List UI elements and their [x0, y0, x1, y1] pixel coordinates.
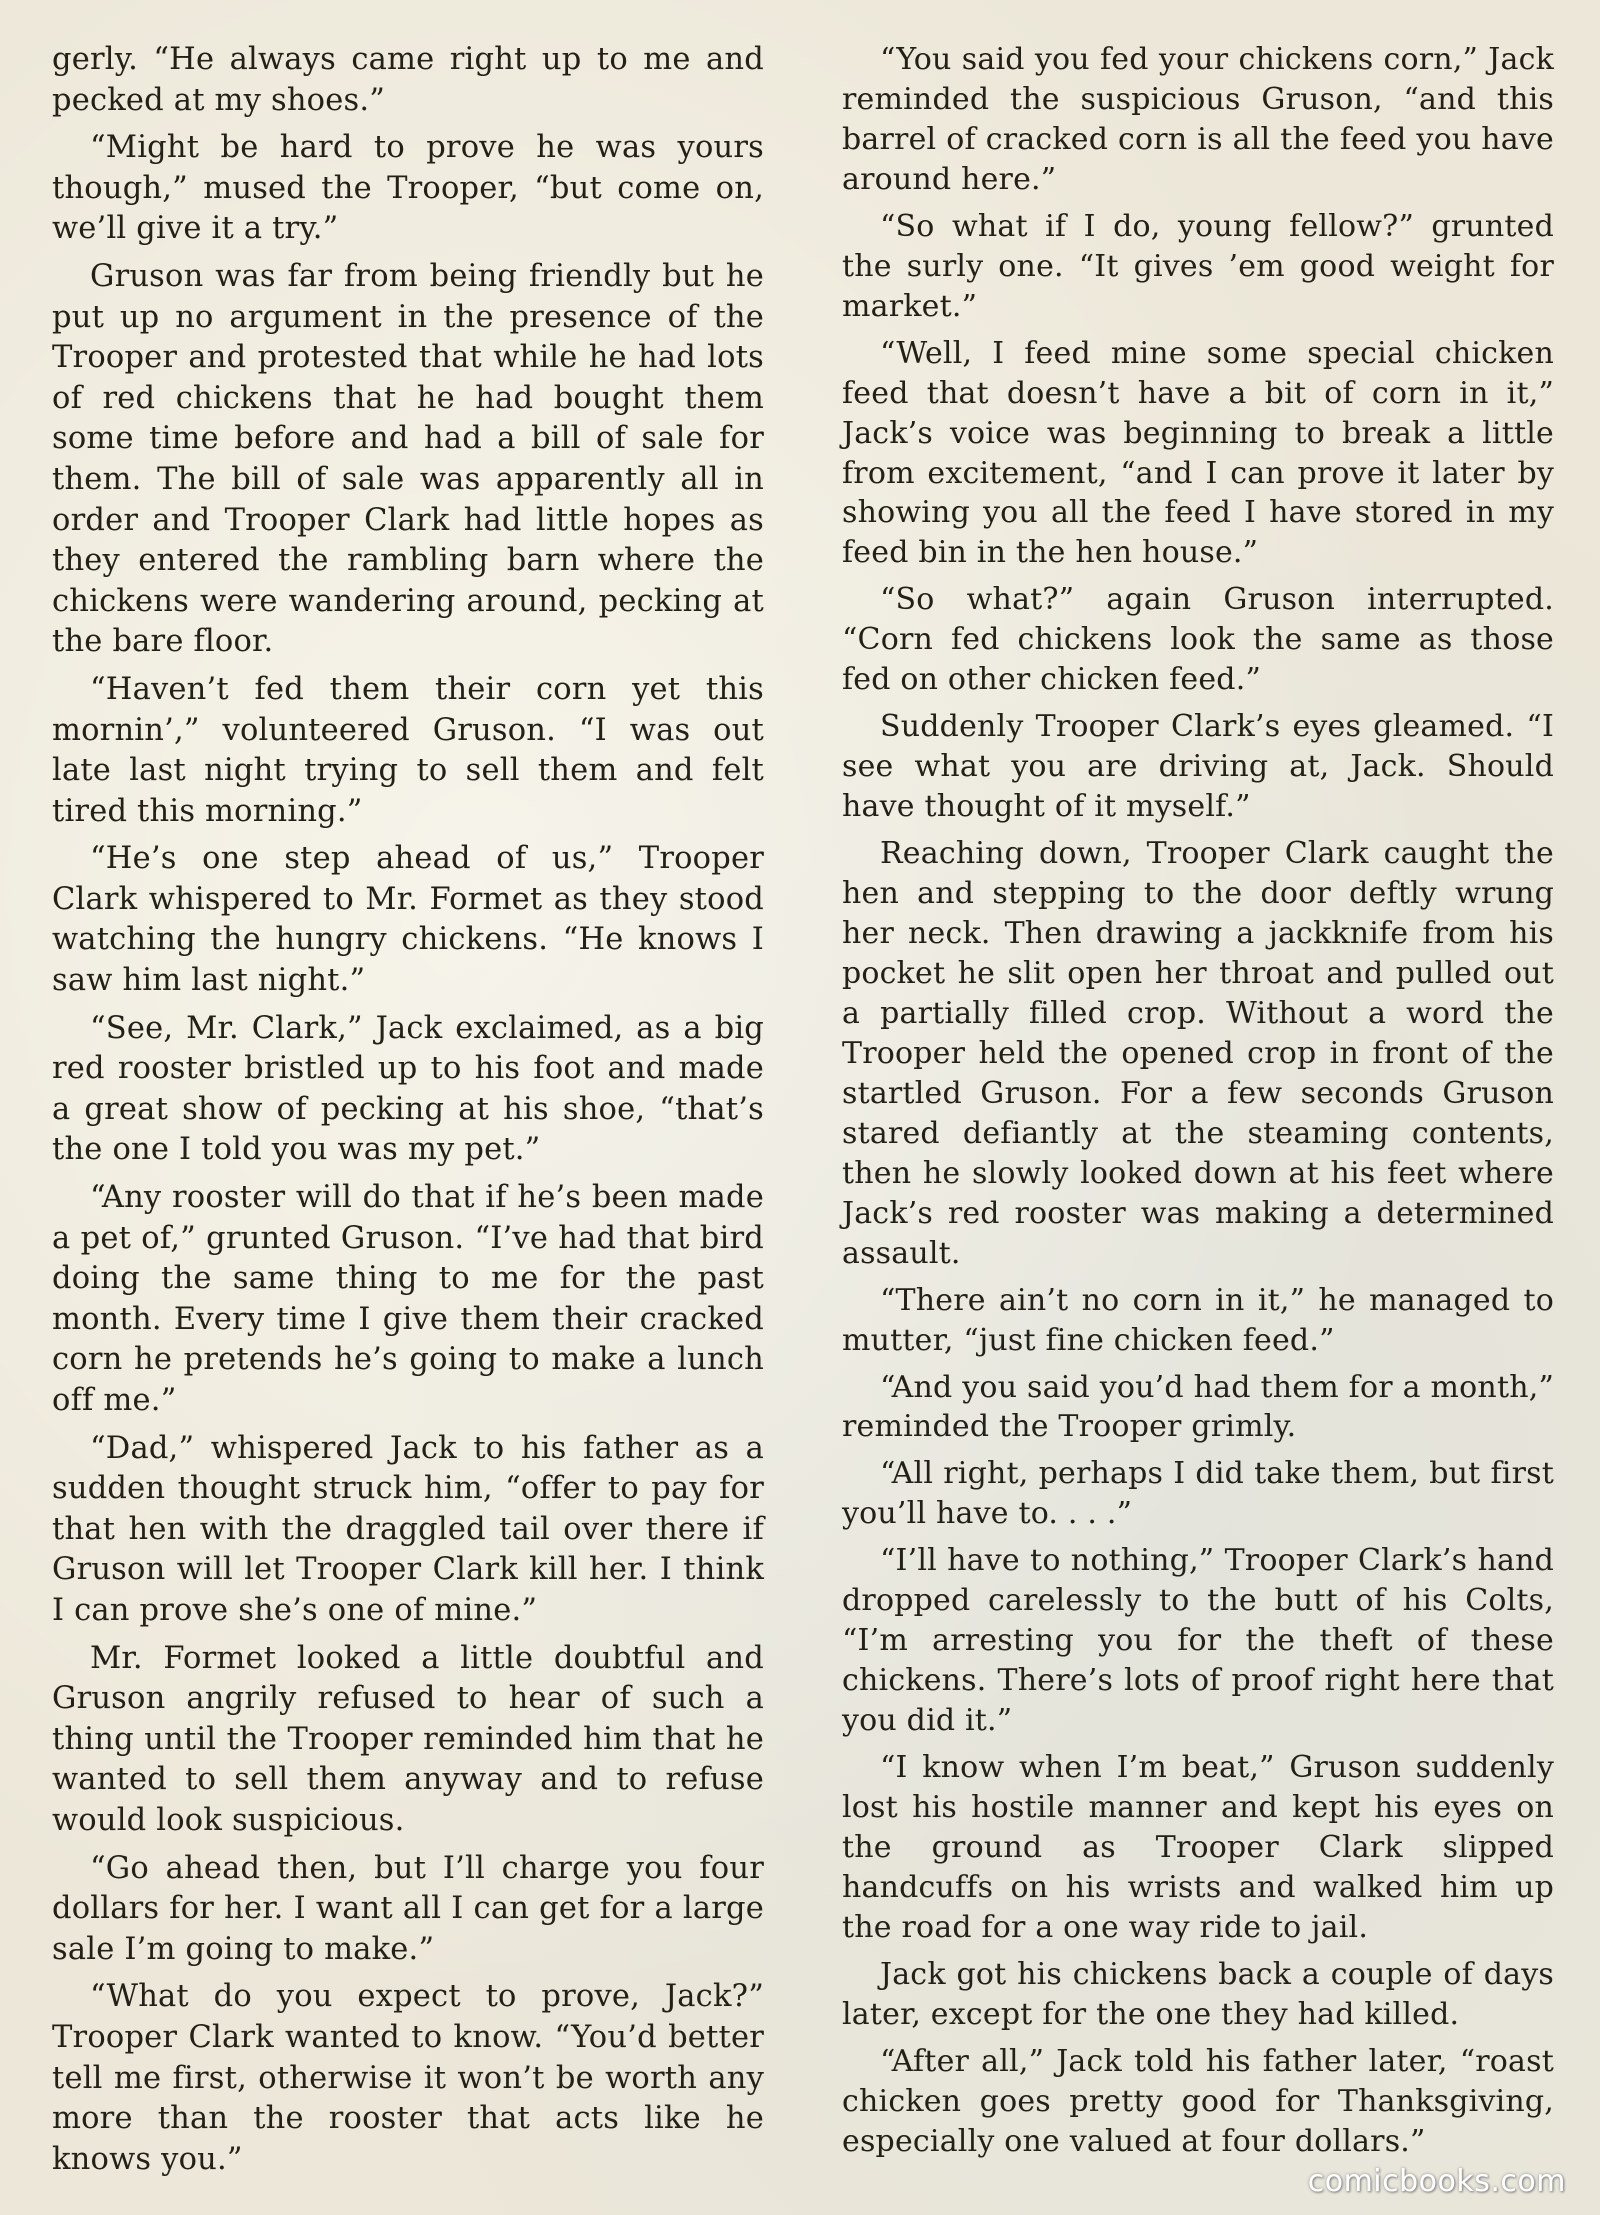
right-column — [842, 40, 1554, 2169]
paragraph: “Any rooster will do that if he’s been made a pet of,” grunted Gruson. “I’ve had that bird doing the same thing to me for the past month. Every time I give them their cracked corn he pretends he’s going to make a lunch off me.” — [52, 1180, 764, 1418]
paragraph: “Well, I feed mine some special chicken feed that doesn’t have a bit of corn in it,” Jack’s voice was beginning to break a little from excitement, “and I can prove it later by showing you all the feed I have stored in my feed bin in the hen house.” — [842, 335, 1554, 571]
paragraph: “Dad,” whispered Jack to his father as a sudden thought struck him, “offer to pay for that hen with the draggled tail over there if Gruson will let Trooper Clark kill her. I think I can prove she’s one of mine.” — [52, 1430, 764, 1628]
paragraph: “All right, perhaps I did take them, but first you’ll have to. . . .” — [842, 1456, 1554, 1532]
paragraph: “Haven’t fed them their corn yet this mornin’,” volunteered Gruson. “I was out late last night trying to sell them and felt tired this morning.” — [52, 671, 764, 829]
paragraph: “Might be hard to prove he was yours though,” mused the Trooper, “but come on, we’ll give it a try.” — [52, 130, 764, 247]
paragraph: “So what if I do, young fellow?” grunted the surly one. “It gives ’em good weight for market.” — [842, 208, 1554, 324]
paragraph: Reaching down, Trooper Clark caught the hen and stepping to the door deftly wrung her neck. Then drawing a jackknife from his pocket he slit open her throat and pulled out a partially filled crop. Without a word the Trooper held the opened crop in front of the startled Gruson. For a few seconds Gruson stared defiantly at the steaming contents, then he slowly looked down at his feet where Jack’s red rooster was making a determined assault. — [842, 836, 1554, 1271]
watermark: comicbooks.com — [1307, 2164, 1566, 2199]
paragraph: “I’ll have to nothing,” Trooper Clark’s hand dropped carelessly to the butt of his Colts, “I’m arresting you for the theft of these chickens. There’s lots of proof right here that you did it.” — [842, 1543, 1554, 1739]
paragraph: “He’s one step ahead of us,” Trooper Clark whispered to Mr. Formet as they stood watching the hungry chickens. “He knows I saw him last night.” — [52, 841, 764, 999]
left-column — [52, 40, 764, 2187]
paragraph: “After all,” Jack told his father later, “roast chicken goes pretty good for Thanksgiving, especially one valued at four dollars.” — [842, 2043, 1554, 2159]
paragraph: “So what?” again Gruson interrupted. “Corn fed chickens look the same as those fed on other chicken feed.” — [842, 582, 1554, 698]
paragraph: Jack got his chickens back a couple of days later, except for the one they had killed. — [842, 1956, 1554, 2032]
paragraph: “What do you expect to prove, Jack?” Trooper Clark wanted to know. “You’d better tell me first, otherwise it won’t be worth any more than the rooster that acts like he knows you.” — [52, 1979, 764, 2177]
paragraph: gerly. “He always came right up to me and pecked at my shoes.” — [52, 42, 764, 118]
paragraph: “Go ahead then, but I’ll charge you four dollars for her. I want all I can get for a large sale I’m going to make.” — [52, 1850, 764, 1967]
paragraph: Suddenly Trooper Clark’s eyes gleamed. “I see what you are driving at, Jack. Should have thought of it myself.” — [842, 709, 1554, 825]
paragraph: “You said you fed your chickens corn,” Jack reminded the suspicious Gruson, “and this barrel of cracked corn is all the feed you have around here.” — [842, 42, 1554, 197]
paragraph: Gruson was far from being friendly but he put up no argument in the presence of the Trooper and protested that while he had lots of red chickens that he had bought them some time before and had a bill of sale for them. The bill of sale was apparently all in order and Trooper Clark had little hopes as they entered the rambling barn where the chickens were wandering around, pecking at the bare floor. — [52, 258, 764, 660]
paragraph: “I know when I’m beat,” Gruson suddenly lost his hostile manner and kept his eyes on the ground as Trooper Clark slipped handcuffs on his wrists and walked him up the road for a one way ride to jail. — [842, 1750, 1554, 1945]
paragraph: Mr. Formet looked a little doubtful and Gruson angrily refused to hear of such a thing until the Trooper reminded him that he wanted to sell them anyway and to refuse would look suspicious. — [52, 1640, 764, 1838]
paragraph: “And you said you’d had them for a month,” reminded the Trooper grimly. — [842, 1369, 1554, 1445]
paragraph: “There ain’t no corn in it,” he managed to mutter, “just fine chicken feed.” — [842, 1282, 1554, 1358]
paragraph: “See, Mr. Clark,” Jack exclaimed, as a big red rooster bristled up to his foot and made a great show of pecking at his shoe, “that’s the one I told you was my pet.” — [52, 1010, 764, 1168]
